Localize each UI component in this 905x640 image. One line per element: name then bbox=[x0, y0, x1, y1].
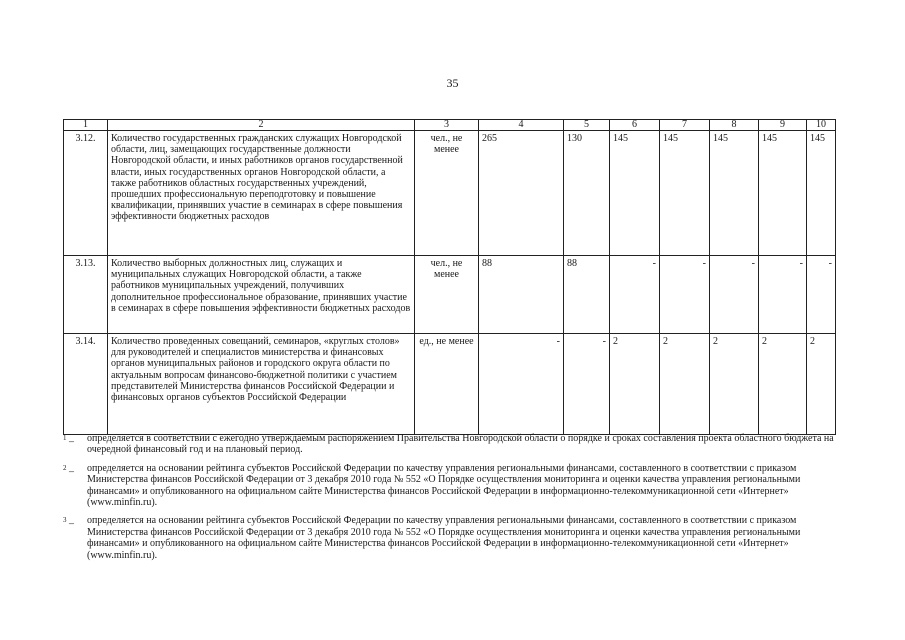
indicator-name: Количество государственных гражданских служащих Новгородской области, лиц, замещающих государственные должности Новгородской области, и иных работников органов государственной власти, иных государственных органов Новгородской области, а также работников областных государственных учреждений, прошедших профессиональную переподготовку и повышение квалификации, принявших участие в семинарах в сфере повышения эффективности бюджетных расходов bbox=[108, 131, 415, 256]
footnote-dash: – bbox=[69, 466, 74, 478]
footnote-text: определяется в соответствии с ежегодно утверждаемым распоряжением Правительства Новгородской области о порядке и сроках составления проекта областного бюджета на очередной финансовый год и на плановый период. bbox=[87, 433, 834, 456]
header-cell: 4 bbox=[479, 120, 564, 131]
table-row bbox=[64, 334, 836, 435]
footnote-marker bbox=[63, 463, 74, 478]
unit-cell: чел., не менее bbox=[415, 256, 479, 334]
value-cell: - bbox=[807, 256, 836, 334]
unit-cell: чел., не менее bbox=[415, 131, 479, 256]
footnote-number: 2 bbox=[63, 463, 67, 472]
footnote-number: 1 bbox=[63, 434, 67, 442]
footnote bbox=[63, 515, 838, 561]
table-row bbox=[64, 131, 836, 256]
value-cell: 2 bbox=[807, 334, 836, 435]
indicators-table bbox=[63, 119, 836, 435]
unit-cell: ед., не менее bbox=[415, 334, 479, 435]
value-cell: 145 bbox=[710, 131, 759, 256]
footnote-text: определяется на основании рейтинга субъектов Российской Федерации по качеству управления региональными финансами, составленного в соответствии с приказом Министерства финансов Российской Федерации от 3 декабря 2010 года № 552 «О Порядке осуществления мониторинга и оценки качества управления региональными финансами» и опубликованного на официальном сайте Министерства финансов Российской Федерации в информационно-телекоммуникационной сети «Интернет» (www.minfin.ru). bbox=[87, 515, 801, 561]
value-cell: 2 bbox=[610, 334, 660, 435]
page-number: 35 bbox=[446, 76, 459, 90]
value-cell: 265 bbox=[479, 131, 564, 256]
header-cell: 6 bbox=[610, 120, 660, 131]
indicator-name: Количество выборных должностных лиц, служащих и муниципальных служащих Новгородской области, а также работников муниципальных учреждений, получивших дополнительное профессиональное образование, принявших участие в семинарах в сфере повышения эффективности бюджетных расходов bbox=[108, 256, 415, 334]
header-cell: 7 bbox=[660, 120, 710, 131]
value-cell: 2 bbox=[660, 334, 710, 435]
row-number: 3.14. bbox=[64, 334, 108, 435]
value-cell: 145 bbox=[807, 131, 836, 256]
footnote-marker bbox=[63, 515, 74, 530]
value-cell: 145 bbox=[759, 131, 807, 256]
value-cell: 2 bbox=[710, 334, 759, 435]
row-number: 3.12. bbox=[64, 131, 108, 256]
value-cell: - bbox=[610, 256, 660, 334]
header-cell: 10 bbox=[807, 120, 836, 131]
header-cell: 8 bbox=[710, 120, 759, 131]
header-cell: 9 bbox=[759, 120, 807, 131]
indicator-name: Количество проведенных совещаний, семинаров, «круглых столов» для руководителей и специалистов министерства и финансовых органов муниципальных районов и городского округа области по актуальным вопросам финансово-бюджетной политики с участием представителей Министерства финансов Российской Федерации и финансовых органов субъектов Российской Федерации bbox=[108, 334, 415, 435]
value-cell: 88 bbox=[479, 256, 564, 334]
value-cell: 145 bbox=[660, 131, 710, 256]
table-row bbox=[64, 256, 836, 334]
footnote-dash: – bbox=[69, 436, 74, 448]
value-cell: 130 bbox=[564, 131, 610, 256]
value-cell: - bbox=[564, 334, 610, 435]
header-cell: 3 bbox=[415, 120, 479, 131]
header-cell: 2 bbox=[108, 120, 415, 131]
value-cell: - bbox=[710, 256, 759, 334]
value-cell: 145 bbox=[610, 131, 660, 256]
value-cell: 2 bbox=[759, 334, 807, 435]
footnote-number: 3 bbox=[63, 516, 67, 525]
row-number: 3.13. bbox=[64, 256, 108, 334]
header-cell: 5 bbox=[564, 120, 610, 131]
value-cell: - bbox=[660, 256, 710, 334]
footnotes bbox=[63, 433, 838, 568]
value-cell: - bbox=[759, 256, 807, 334]
header-cell: 1 bbox=[64, 120, 108, 131]
footnote bbox=[63, 463, 838, 509]
footnote-marker bbox=[63, 433, 74, 448]
footnote-text: определяется на основании рейтинга субъектов Российской Федерации по качеству управления региональными финансами, составленного в соответствии с приказом Министерства финансов Российской Федерации от 3 декабря 2010 года № 552 «О Порядке осуществления мониторинга и оценки качества управления региональными финансами» и опубликованного на официальном сайте Министерства финансов Российской Федерации в информационно-телекоммуникационной сети «Интернет» (www.minfin.ru). bbox=[87, 462, 801, 509]
footnote-dash: – bbox=[69, 518, 74, 530]
value-cell: 88 bbox=[564, 256, 610, 334]
value-cell: - bbox=[479, 334, 564, 435]
table-header-row bbox=[64, 120, 836, 131]
footnote bbox=[63, 433, 838, 456]
